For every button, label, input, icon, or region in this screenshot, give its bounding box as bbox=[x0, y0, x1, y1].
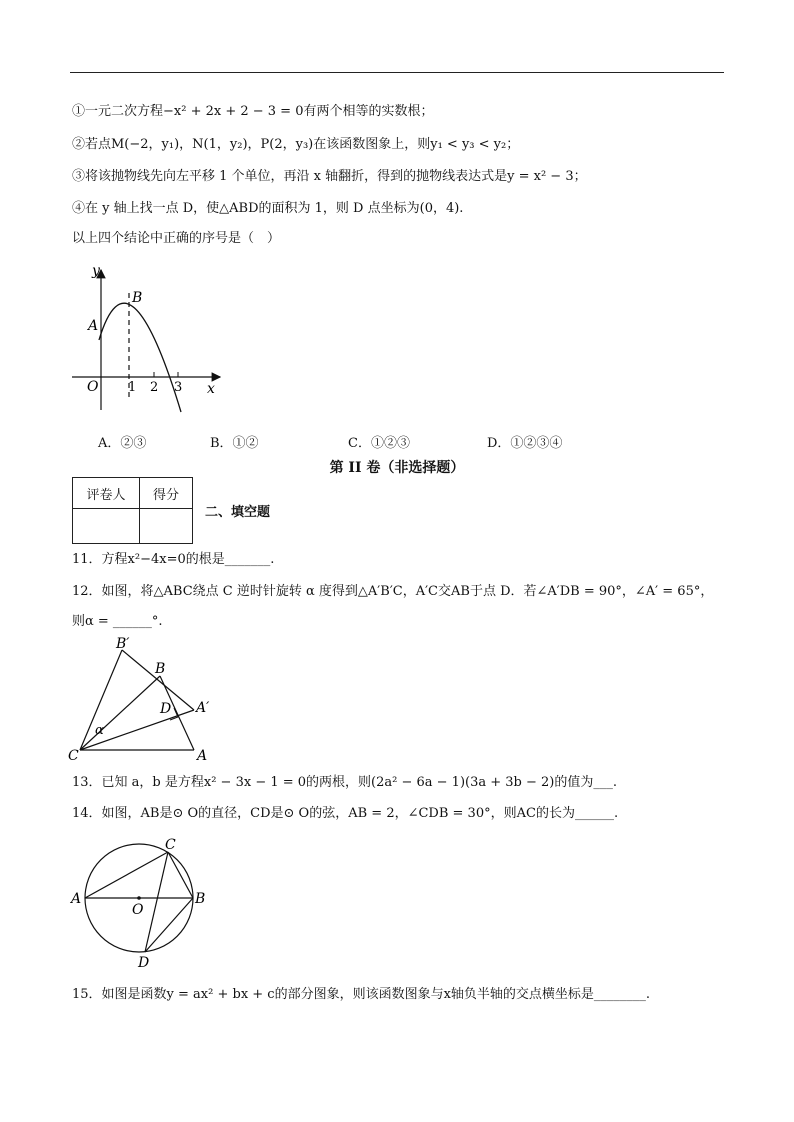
option-b: B．①② bbox=[210, 436, 259, 451]
label-b: B bbox=[195, 891, 206, 907]
tick-label-2: 2 bbox=[150, 380, 159, 395]
chord-ac bbox=[85, 852, 168, 898]
chord-cb bbox=[168, 852, 193, 898]
reviewer-cell bbox=[73, 509, 140, 544]
reviewer-header: 评卷人 bbox=[73, 478, 140, 509]
option-d: D．①②③④ bbox=[487, 436, 563, 451]
statement-4: ④在 y 轴上找一点 D，使△ABD的面积为 1，则 D 点坐标为(0，4). bbox=[72, 201, 464, 216]
label-a: A bbox=[71, 891, 82, 907]
chord-cd bbox=[145, 852, 168, 952]
question-14: 14．如图，AB是⊙ O的直径，CD是⊙ O的弦，AB = 2，∠CDB = 30°，则AC的长为______. bbox=[72, 806, 619, 821]
label-alpha: α bbox=[95, 723, 104, 738]
section-title: 第 II 卷（非选择题） bbox=[329, 460, 465, 476]
section2-heading: 二、填空题 bbox=[205, 505, 271, 520]
question-prompt: 以上四个结论中正确的序号是（ ） bbox=[72, 231, 281, 246]
label-bprime: B′ bbox=[116, 636, 130, 652]
label-d: D bbox=[160, 701, 172, 717]
point-a-label: A bbox=[88, 318, 99, 334]
center-point bbox=[137, 896, 141, 900]
label-c: C bbox=[165, 837, 176, 853]
score-header: 得分 bbox=[140, 478, 193, 509]
point-b-label: B bbox=[132, 290, 143, 306]
circle-figure bbox=[66, 832, 216, 972]
label-b: B bbox=[155, 661, 166, 677]
statement-2: ②若点M(−2，y₁)，N(1，y₂)，P(2，y₃)在该函数图象上，则y₁ < y₃ < y₂； bbox=[72, 137, 520, 152]
grade-table bbox=[72, 477, 193, 544]
rotated-triangle-figure bbox=[66, 636, 226, 764]
label-o: O bbox=[132, 902, 144, 918]
x-axis-label: x bbox=[207, 381, 215, 397]
origin-label: O bbox=[87, 379, 99, 395]
question-12-line-2: 则α = ______°. bbox=[72, 614, 163, 629]
parabola-graph bbox=[68, 260, 228, 420]
tick-label-3: 3 bbox=[174, 380, 183, 395]
parabola-curve bbox=[99, 303, 181, 412]
option-a: A．②③ bbox=[98, 436, 147, 451]
score-cell bbox=[140, 509, 193, 544]
tick-label-1: 1 bbox=[128, 380, 137, 395]
question-15: 15．如图是函数y = ax² + bx + c的部分图象，则该函数图象与x轴负半轴的交点横坐标是________. bbox=[72, 987, 651, 1002]
label-aprime: A′ bbox=[196, 700, 210, 716]
segment-c-b bbox=[80, 676, 160, 750]
question-12-line-1: 12．如图，将△ABC绕点 C 逆时针旋转 α 度得到△A′B′C，A′C交AB于点 D．若∠A′DB = 90°，∠A′ = 65°， bbox=[72, 584, 714, 599]
label-c: C bbox=[68, 748, 79, 764]
label-d: D bbox=[138, 955, 150, 971]
question-11: 11．方程x²−4x=0的根是_______. bbox=[72, 552, 275, 567]
option-c: C．①②③ bbox=[348, 436, 410, 451]
header-rule bbox=[70, 72, 724, 73]
statement-1: ①一元二次方程−x² + 2x + 2 − 3 = 0有两个相等的实数根； bbox=[72, 104, 434, 119]
label-a: A bbox=[197, 748, 208, 764]
y-axis-label: y bbox=[92, 263, 100, 279]
question-13: 13．已知 a，b 是方程x² − 3x − 1 = 0的两根，则(2a² − 6a − 1)(3a + 3b − 2)的值为___. bbox=[72, 775, 617, 790]
statement-3: ③将该抛物线先向左平移 1 个单位，再沿 x 轴翻折，得到的抛物线表达式是y = x² − 3； bbox=[72, 169, 587, 184]
